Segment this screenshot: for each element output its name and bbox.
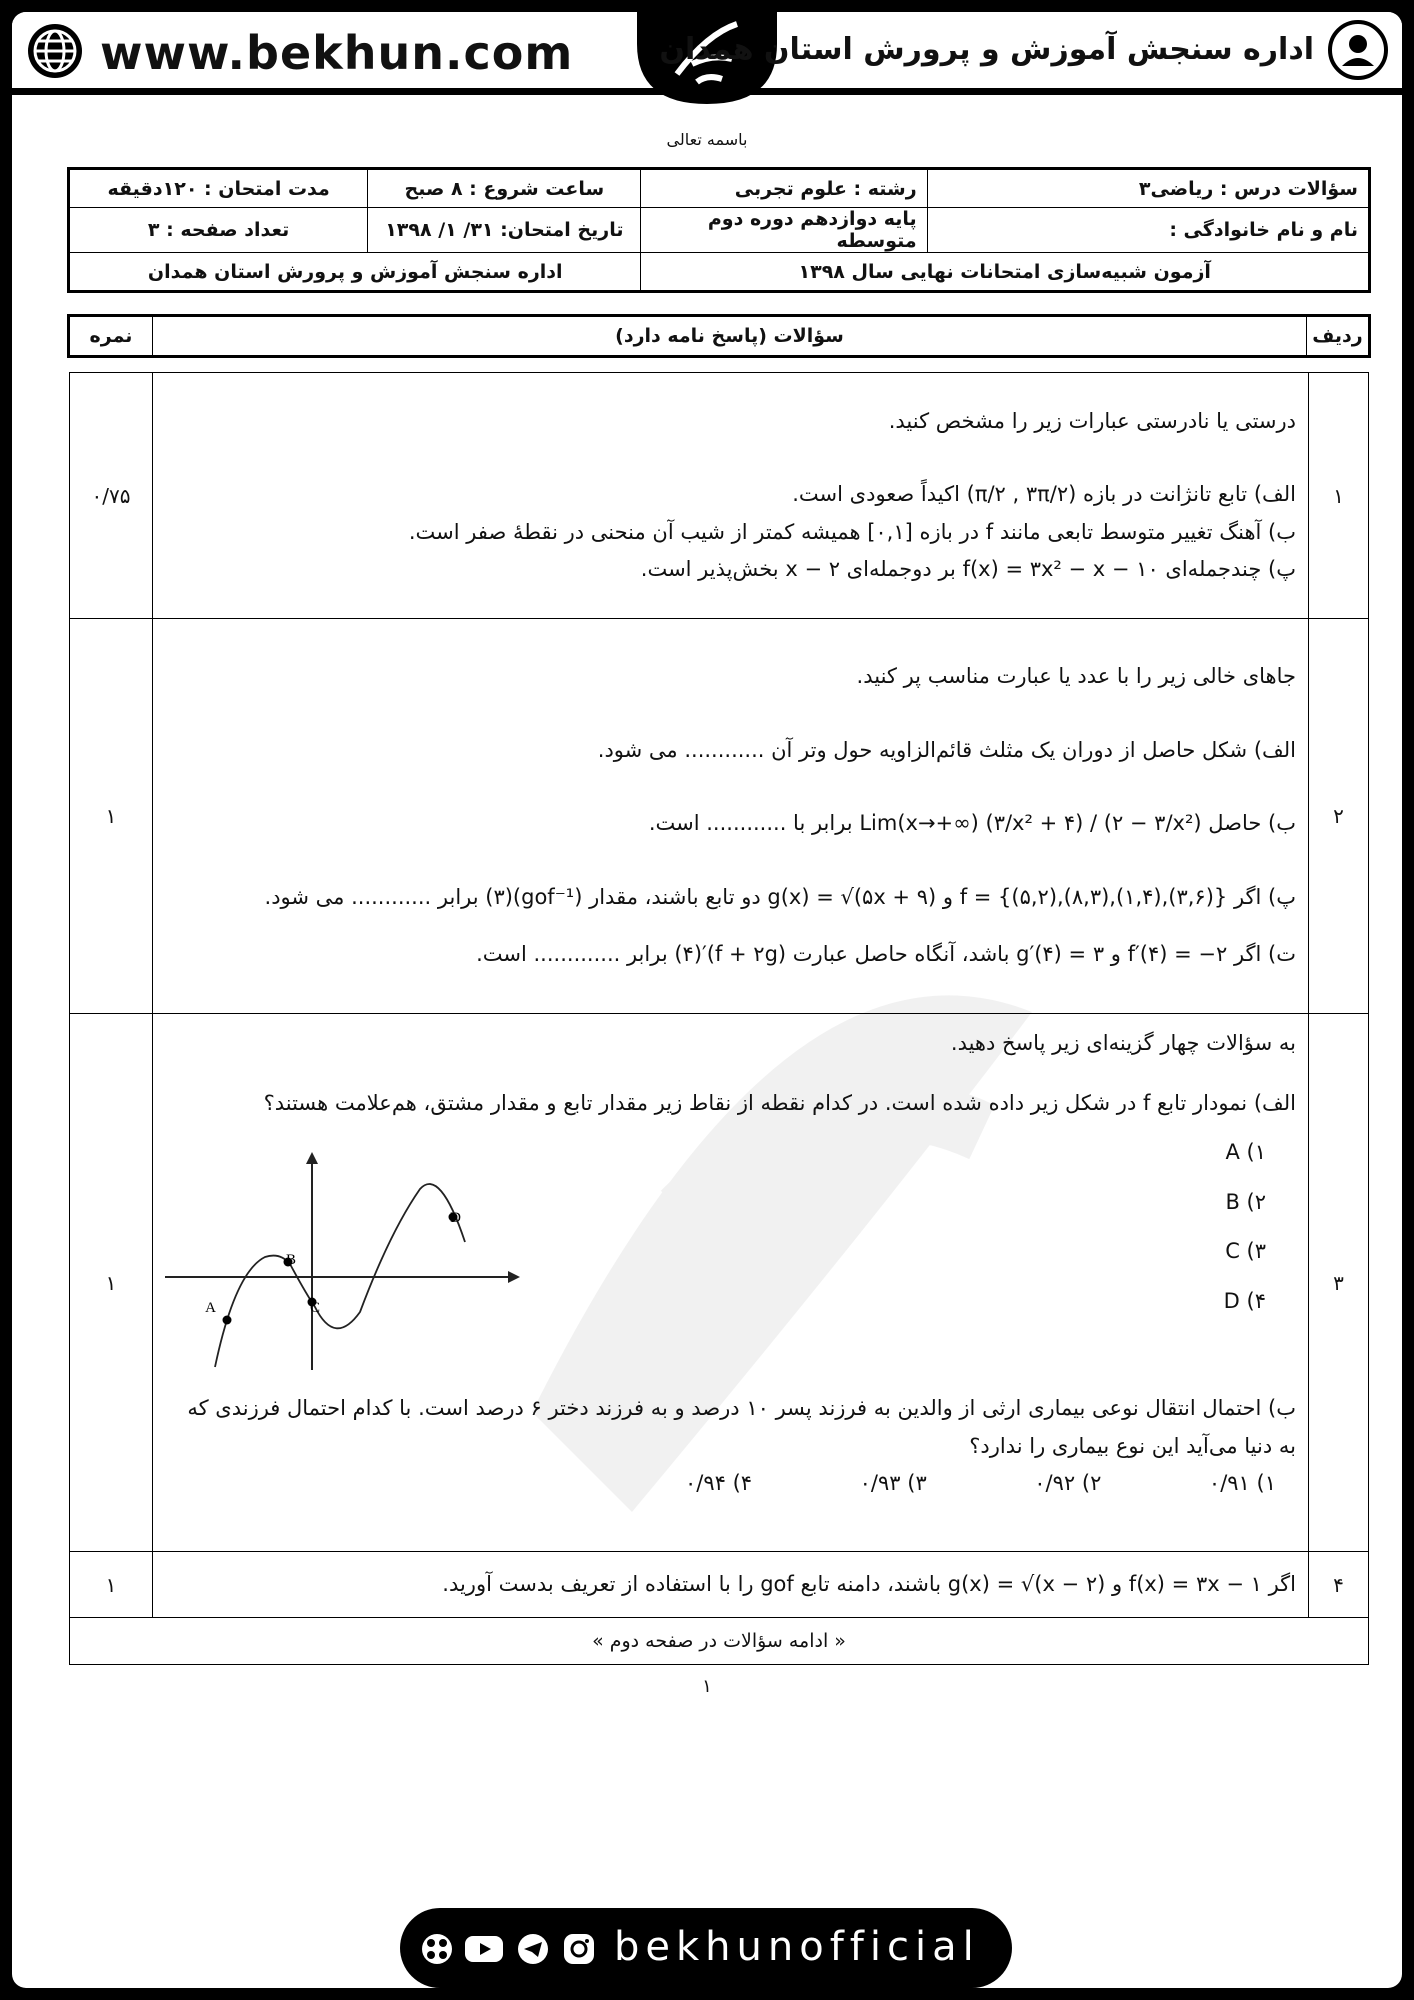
choice: ۳) ۰/۹۳ — [859, 1471, 927, 1495]
site-url[interactable]: www.bekhun.com — [100, 26, 574, 80]
question-line: درستی یا نادرستی عبارات زیر را مشخص کنید. — [888, 408, 1296, 433]
exam-date: تاریخ امتحان: ۳۱/ ۱/ ۱۳۹۸ — [368, 208, 641, 253]
choice: ۲) ۰/۹۲ — [1034, 1471, 1102, 1495]
question-number: ۴ — [1309, 1552, 1369, 1618]
question-line: ت) اگر f′(۴) = −۲ و g′(۴) = ۳ باشد، آنگاه حاصل عبارت (f + ۲g)′(۴) برابر ............. است. — [476, 942, 1296, 967]
youtube-icon[interactable] — [464, 1932, 504, 1966]
question-line: ب) آهنگ تغییر متوسط تابعی مانند f در بازه [۰,۱] همیشه کمتر از شیب آن منحنی در نقطهٔ صفر است. — [408, 519, 1296, 544]
question-line: ب) حاصل Lim(x→+∞) (۳/x² + ۴) / (۲ − ۳/x²) برابر با ............ است. — [648, 811, 1296, 836]
question-body — [153, 619, 1309, 1014]
org-title: اداره سنجش آموزش و پرورش استان همدان — [659, 32, 1314, 67]
score-label: نمره — [69, 316, 153, 357]
question-number: ۲ — [1309, 619, 1369, 1014]
globe-icon — [26, 22, 84, 80]
question-score: ۰/۷۵ — [70, 373, 153, 619]
point-label: D — [450, 1210, 461, 1226]
question-line: الف) نمودار تابع f در شکل زیر داده شده است. در کدام نقطه از نقاط زیر مقدار تابع و مقدار مشتق، هم‌علامت هستند؟ — [263, 1090, 1296, 1115]
choice: ۴) ۰/۹۴ — [685, 1471, 753, 1495]
instagram-icon[interactable] — [562, 1932, 596, 1966]
choice: A (۱ — [1225, 1140, 1266, 1164]
choice: B (۲ — [1225, 1189, 1266, 1214]
telegram-icon[interactable] — [516, 1932, 550, 1966]
exam-page — [12, 12, 1402, 1988]
aparat-icon[interactable] — [420, 1932, 454, 1966]
question-line: اگر f(x) = ۳x − ۱ و g(x) = √(x − ۲) باشند، دامنه تابع gof را با استفاده از تعریف بدست آورید. — [442, 1571, 1296, 1596]
social-bar — [400, 1908, 1012, 1988]
choice: ۱) ۰/۹۱ — [1208, 1471, 1276, 1495]
subject: سؤالات درس : ریاضی۳ — [927, 169, 1369, 208]
row-label: ردیف — [1307, 316, 1370, 357]
question-score: ۱ — [70, 1552, 153, 1618]
page-count: تعداد صفحه : ۳ — [69, 208, 368, 253]
top-banner — [12, 12, 1402, 95]
question-number: ۳ — [1309, 1014, 1369, 1552]
grade: پایه دوازدهم دوره دوم متوسطه — [641, 208, 927, 253]
social-handle[interactable]: bekhunofficial — [614, 1924, 980, 1970]
function-graph — [165, 1142, 525, 1402]
field: رشته : علوم تجربی — [641, 169, 927, 208]
exam-name: آزمون شبیه‌سازی امتحانات نهایی سال ۱۳۹۸ — [641, 253, 1370, 292]
org-name: اداره سنجش آموزش و پرورش استان همدان — [69, 253, 641, 292]
question-body — [153, 1014, 1309, 1552]
question-score: ۱ — [70, 619, 153, 1014]
question-line: الف) شکل حاصل از دوران یک مثلث قائم‌الزاویه حول وتر آن ............ می شود. — [597, 737, 1296, 762]
question-row — [70, 619, 1369, 1014]
student-name: نام و نام خانوادگی : — [927, 208, 1369, 253]
question-body — [153, 1552, 1309, 1618]
questions-header — [67, 314, 1371, 358]
continue-note: « ادامه سؤالات در صفحه دوم » — [70, 1618, 1369, 1665]
choice: C (۳ — [1225, 1239, 1266, 1263]
question-line: به سؤالات چهار گزینه‌ای زیر پاسخ دهید. — [950, 1031, 1296, 1055]
bismillah: باسمه تعالی — [666, 130, 748, 149]
question-row — [70, 1014, 1369, 1552]
choice: D (۴ — [1223, 1288, 1266, 1313]
part-b-choices — [165, 1468, 1296, 1500]
question-number: ۱ — [1309, 373, 1369, 619]
point-label: B — [285, 1252, 296, 1268]
questions-label: سؤالات (پاسخ نامه دارد) — [153, 316, 1307, 357]
questions-table — [69, 372, 1369, 1665]
question-line: پ) اگر f = {(۵,۲),(۸,۳),(۱,۴),(۳,۶)} و g(x) = √(۵x + ۹) دو تابع باشند، مقدار (gof⁻¹)(۳) برابر ............ می شود. — [264, 884, 1296, 909]
question-line: پ) چندجمله‌ای f(x) = ۳x² − x − ۱۰ بر دوجمله‌ای x − ۲ بخش‌پذیر است. — [640, 557, 1296, 581]
point-a — [223, 1316, 232, 1325]
point-label: A — [205, 1300, 216, 1316]
question-line: ب) احتمال انتقال نوعی بیماری ارثی از والدین به فرزند پسر ۱۰ درصد و به فرزند دختر ۶ درصد است. با کدام احتمال فرزندی که — [187, 1396, 1296, 1420]
question-score: ۱ — [70, 1014, 153, 1552]
question-line: به دنیا می‌آید این نوع بیماری را ندارد؟ — [969, 1433, 1296, 1458]
question-body — [153, 373, 1309, 619]
question-row — [70, 373, 1369, 619]
user-icon — [1328, 20, 1388, 80]
question-line: جاهای خالی زیر را با عدد یا عبارت مناسب پر کنید. — [856, 664, 1296, 689]
page-number: ۱ — [702, 1676, 712, 1697]
question-line: الف) تابع تانژانت در بازه (π/۲ , ۳π/۲) اکیداً صعودی است. — [792, 482, 1296, 506]
duration: مدت امتحان : ۱۲۰دقیقه — [69, 169, 368, 208]
start-time: ساعت شروع : ۸ صبح — [368, 169, 641, 208]
exam-info-table — [67, 167, 1371, 293]
point-label: C — [309, 1300, 320, 1316]
question-row — [70, 1552, 1369, 1618]
